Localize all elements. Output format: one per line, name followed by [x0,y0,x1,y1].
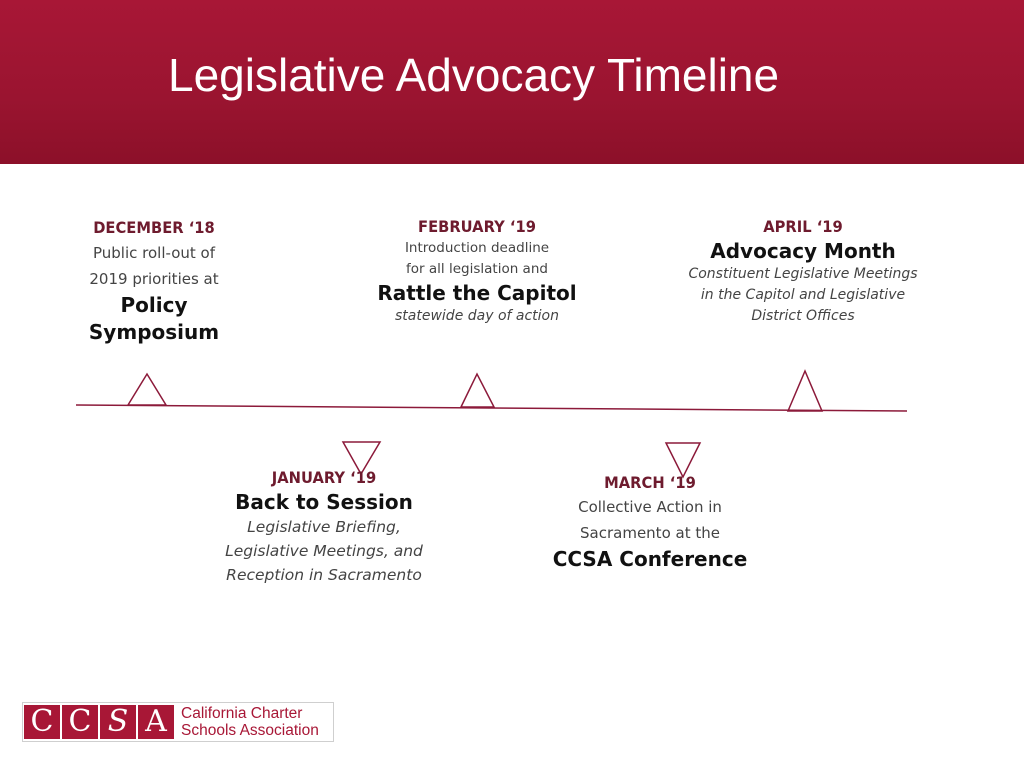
event-description: Collective Action in [578,498,722,516]
marker-april-up-triangle [788,371,822,411]
event-march [520,472,780,572]
event-note: Legislative Meetings, and [225,542,423,560]
event-highlight: Advocacy Month [710,239,896,263]
ccsa-logo [22,702,334,742]
logo-letter: S [100,705,136,739]
event-date: JANUARY ‘19 [271,468,377,487]
event-date: APRIL ‘19 [763,217,843,236]
event-description: Introduction deadline [404,240,550,256]
event-note: Reception in Sacramento [226,566,422,584]
event-february [352,216,602,327]
event-description: Public roll-out of [93,244,215,262]
event-note: Legislative Briefing, [247,518,401,536]
marker-december-up-triangle [128,374,166,405]
timeline-axis [76,405,907,411]
event-date: MARCH ‘19 [604,473,696,492]
event-december [58,216,250,346]
title-banner [0,0,1024,164]
marker-february-up-triangle [461,374,494,407]
page-title: Legislative Advocacy Timeline [168,49,780,101]
event-note: Constituent Legislative Meetings [688,266,918,282]
event-note: statewide day of action [395,308,559,324]
logo-text-line: California Charter [181,705,303,722]
event-description: Sacramento at the [580,524,720,542]
event-highlight: Symposium [88,320,220,344]
event-description: for all legislation and [406,261,548,277]
event-highlight: Back to Session [235,490,413,514]
event-date: FEBRUARY ‘19 [418,217,536,236]
event-note: in the Capitol and Legislative [700,287,906,303]
event-highlight: Policy [120,293,188,317]
event-january [204,467,444,587]
event-highlight: Rattle the Capitol [377,281,577,305]
logo-letter: C [62,705,98,739]
event-highlight: CCSA Conference [552,547,748,571]
event-note: District Offices [751,308,855,324]
event-date: DECEMBER ‘18 [93,218,215,237]
logo-letter: A [138,705,174,739]
logo-wordmark [181,703,319,741]
event-april [668,216,938,327]
event-description: 2019 priorities at [89,270,219,288]
logo-letter: C [24,705,60,739]
logo-text-line: Schools Association [181,722,319,739]
